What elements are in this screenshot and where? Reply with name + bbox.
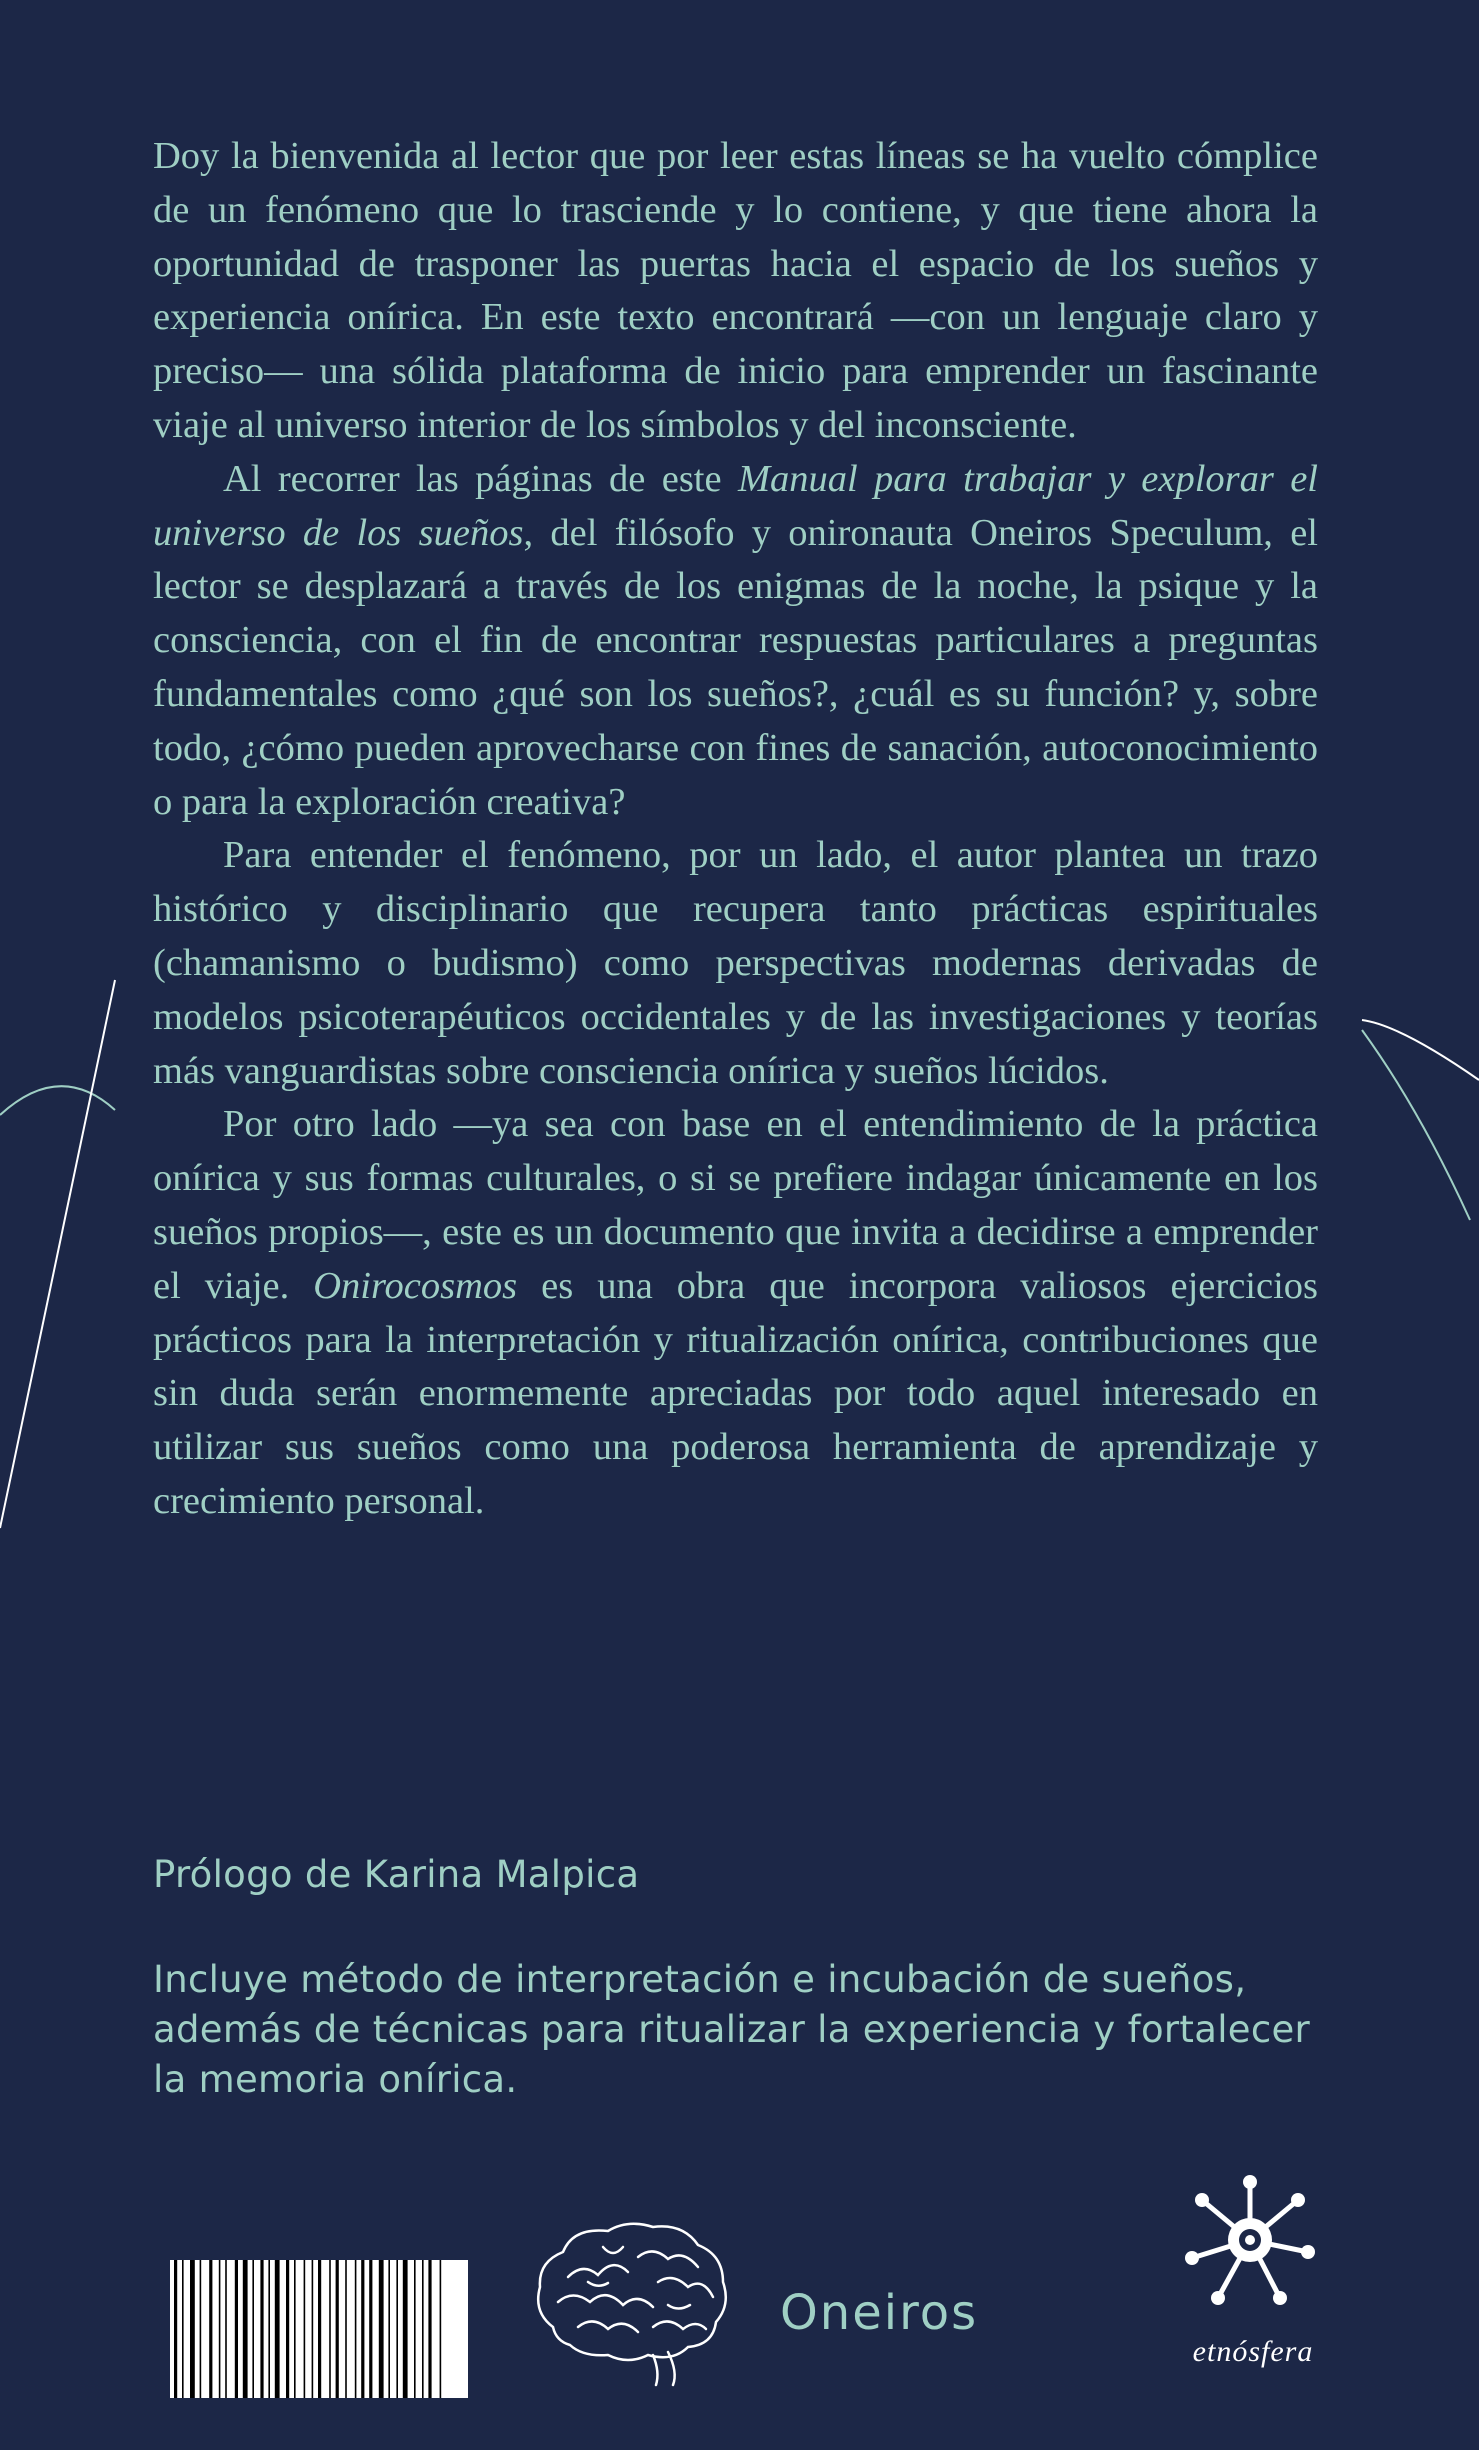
- barcode-bar: [396, 2260, 398, 2398]
- includes-note: Incluye método de interpretación e incubación de sueños, además de técnicas para ritualizar la experiencia y fortalecer la memoria onírica.: [153, 1958, 1311, 2101]
- barcode-bar: [329, 2260, 331, 2398]
- barcode-bar: [318, 2260, 321, 2398]
- barcode-bar: [190, 2260, 195, 2398]
- paragraph-4: Por otro lado —ya sea con base en el entendimiento de la práctica onírica y sus formas culturales, o si se prefiere indagar únicamente en los sueños propios—, este es un documento que invita a decidirse a emprender el viaje. Onirocosmos es una obra que incorpora valiosos ejercicios prácticos para la interpretación y ritualización onírica, contribuciones que sin duda serán enormemente apreciadas por todo aquel interesado en utilizar sus sueños como una poderosa herramienta de aprendizaje y crecimiento personal.: [153, 1103, 1318, 1522]
- barcode-bar: [361, 2260, 364, 2398]
- barcode-bar: [219, 2260, 221, 2398]
- barcode-bar: [379, 2260, 384, 2398]
- barcode-bar: [294, 2260, 296, 2398]
- book-title-italic: Manual para trabajar y explorar el universo de los sueños: [153, 457, 1318, 554]
- etnosfera-star-icon: [1180, 2170, 1320, 2310]
- book-title-italic: Onirocosmos: [313, 1264, 518, 1307]
- barcode-bar: [174, 2260, 177, 2398]
- barcode-bar: [312, 2260, 314, 2398]
- barcode-bar: [243, 2260, 248, 2398]
- barcode-bar: [336, 2260, 339, 2398]
- barcode-bar: [225, 2260, 227, 2398]
- barcode-bar: [235, 2260, 238, 2398]
- publisher-name: etnósfera: [1192, 2335, 1314, 2368]
- paragraph-3: Para entender el fenómeno, por un lado, el autor plantea un trazo histórico y disciplinario que recupera tanto prácticas espirituales (chamanismo o budismo) como perspectivas modernas derivadas de modelos psicoterapéuticos occidentales y de las investigaciones y teorías más vanguardistas sobre consciencia onírica y sueños lúcidos.: [153, 834, 1318, 1092]
- barcode-bar: [403, 2260, 408, 2398]
- barcode-bar: [369, 2260, 372, 2398]
- barcode-bar: [182, 2260, 184, 2398]
- barcode-bar: [304, 2260, 306, 2398]
- barcode-bar: [440, 2260, 442, 2398]
- barcode-bar: [260, 2260, 263, 2398]
- barcode-bar: [209, 2260, 212, 2398]
- barcode-bar: [388, 2260, 390, 2398]
- barcode-bar: [200, 2260, 202, 2398]
- barcode-bar: [422, 2260, 424, 2398]
- barcode: [170, 2260, 468, 2398]
- barcode-bar: [286, 2260, 289, 2398]
- barcode-bar: [345, 2260, 347, 2398]
- back-cover-text: [153, 130, 1318, 1529]
- barcode-bar: [355, 2260, 357, 2398]
- paragraph-2: Al recorrer las páginas de este Manual para trabajar y explorar el universo de los sueños, del filósofo y onironauta Oneiros Speculum, el lector se desplazará a través de los enigmas de la noche, la psique y la consciencia, con el fin de encontrar respuestas particulares a preguntas fundamentales como ¿qué son los sueños?, ¿cuál es su función? y, sobre todo, ¿cómo pueden aprovecharse con fines de sanación, autoconocimiento o para la exploración creativa?: [153, 457, 1318, 823]
- barcode-bar: [428, 2260, 431, 2398]
- oneiros-series-logo: Oneiros: [780, 2285, 979, 2341]
- brain-icon: [528, 2217, 733, 2387]
- barcode-bar: [268, 2260, 270, 2398]
- barcode-bar: [252, 2260, 254, 2398]
- barcode-bar: [275, 2260, 280, 2398]
- paragraph-1: Doy la bienvenida al lector que por leer estas líneas se ha vuelto cómplice de un fenómeno que lo trasciende y lo contiene, y que tiene ahora la oportunidad de trasponer las puertas hacia el espacio de los sueños y experiencia onírica. En este texto encontrará —con un lenguaje claro y preciso— una sólida plataforma de inicio para emprender un fascinante viaje al universo interior de los símbolos y del inconsciente.: [153, 135, 1318, 446]
- prologue-credit: Prólogo de Karina Malpica: [153, 1853, 640, 1896]
- barcode-bar: [414, 2260, 416, 2398]
